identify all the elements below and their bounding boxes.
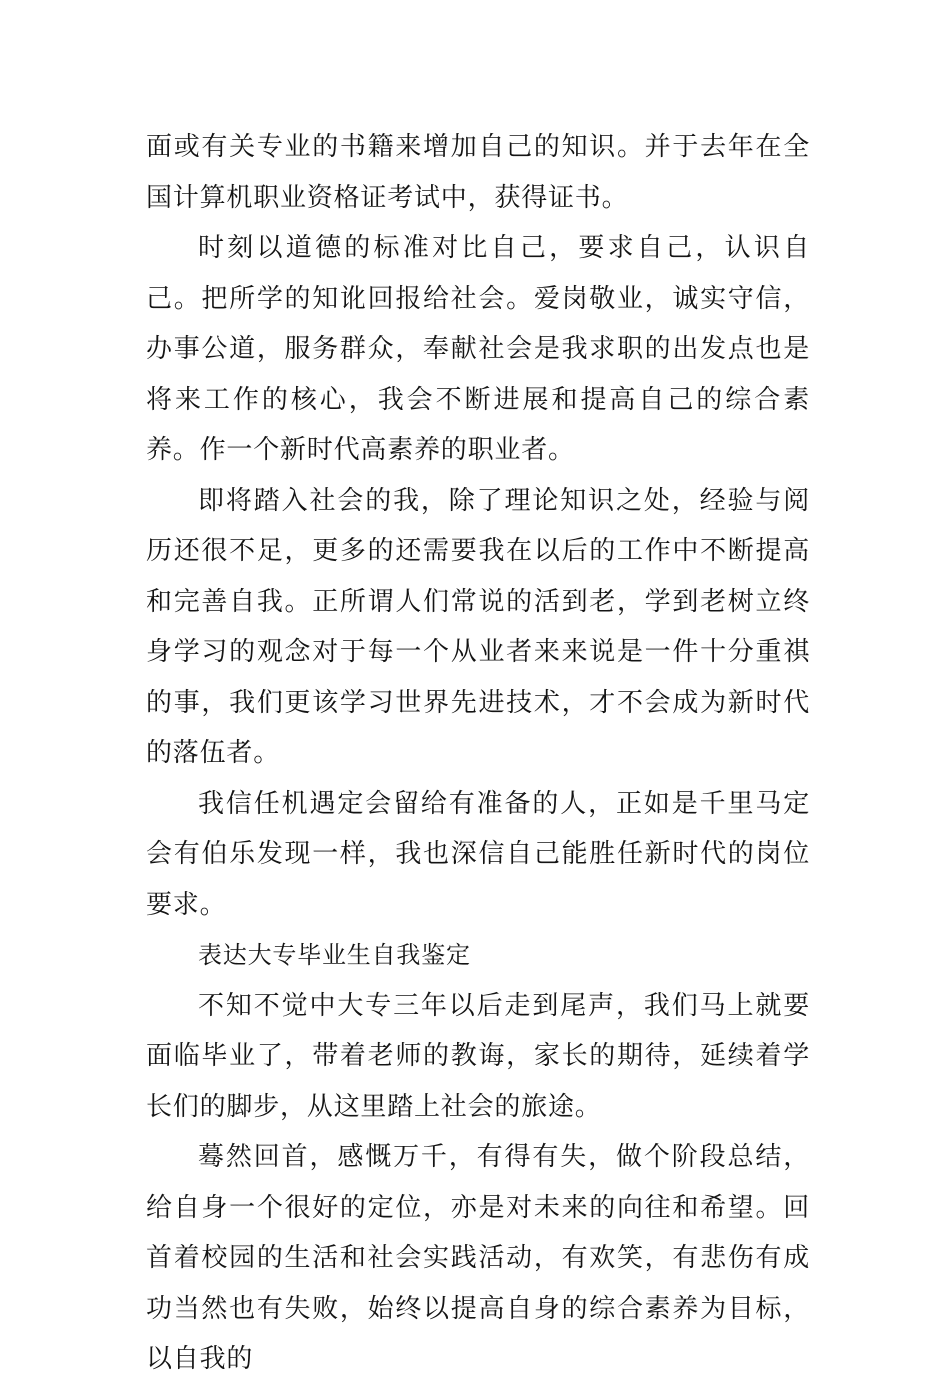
paragraph: 面或有关专业的书籍来增加自己的知识。并于去年在全国计算机职业资格证考试中，获得证书。: [146, 132, 810, 213]
paragraph: 我信任机遇定会留给有准备的人，正如是千里马定会有伯乐发现一样，我也深信自己能胜任新时代的岗位要求。: [146, 788, 810, 920]
paragraph: 蓦然回首，感慨万千，有得有失，做个阶段总结，给自身一个很好的定位，亦是对未来的向往和希望。回首着校园的生活和社会实践活动，有欢笑，有悲伤有成功当然也有失败，始终以提高自身的综合素养为目标，以自我的: [146, 1142, 810, 1374]
section-heading: 表达大专毕业生自我鉴定: [198, 941, 471, 969]
paragraph: 不知不觉中大专三年以后走到尾声，我们马上就要面临毕业了，带着老师的教诲，家长的期待，延续着学长们的脚步，从这里踏上社会的旅途。: [146, 990, 810, 1122]
paragraph: 即将踏入社会的我，除了理论知识之处，经验与阅历还很不足，更多的还需要我在以后的工作中不断提高和完善自我。正所谓人们常说的活到老，学到老树立终身学习的观念对于每一个从业者来来说是一件十分重祺的事，我们更该学习世界先进技术，才不会成为新时代的落伍者。: [146, 485, 810, 768]
document-body: [146, 122, 810, 1385]
paragraph: 时刻以道德的标准对比自己，要求自己，认识自己。把所学的知讹回报给社会。爱岗敬业，诚实守信，办事公道，服务群众，奉献社会是我求职的出发点也是将来工作的核心，我会不断进展和提高自己的综合素养。作一个新时代高素养的职业者。: [146, 233, 810, 465]
